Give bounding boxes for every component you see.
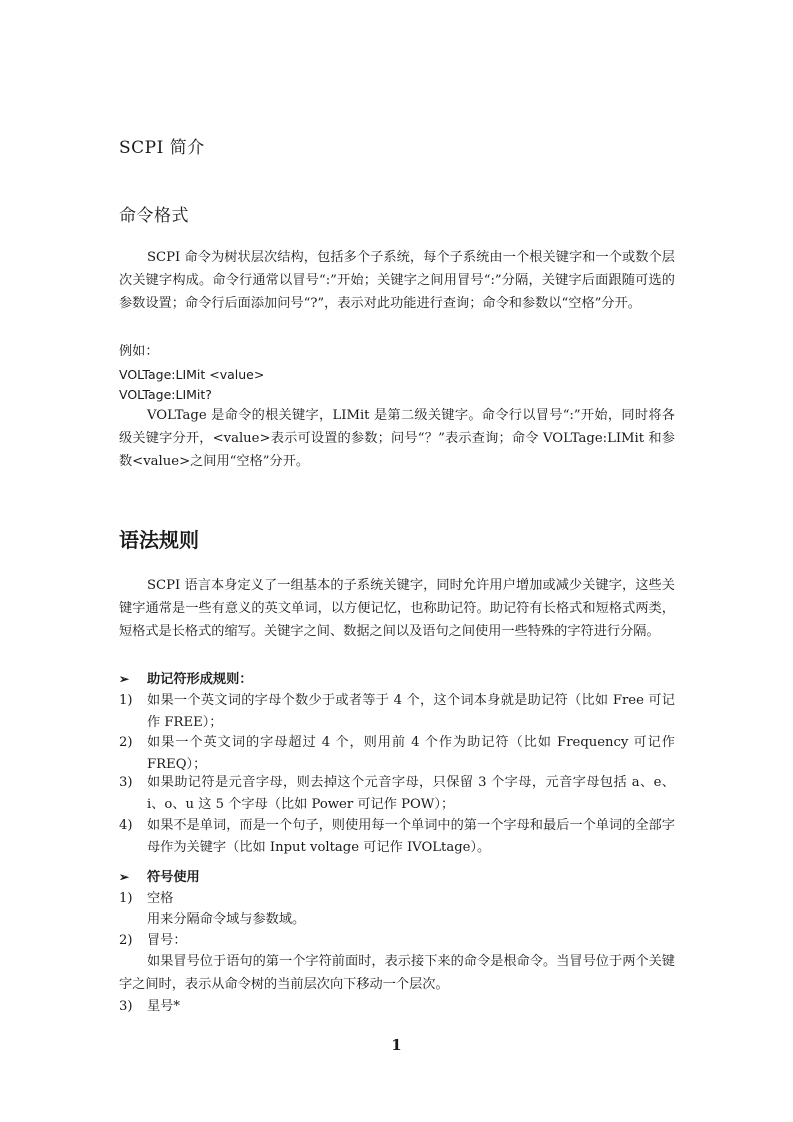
list-item bbox=[119, 930, 675, 952]
list-item-number: 4) bbox=[119, 818, 133, 833]
page-number: 1 bbox=[391, 1036, 402, 1054]
symbols-title: 符号使用 bbox=[147, 870, 200, 885]
list-item-number: 2) bbox=[119, 933, 133, 948]
list-item bbox=[119, 888, 675, 910]
list-item-text: 如果不是单词，而是一个句子，则使用每一个单词中的第一个字母和最后一个单词的全部字母作为关键字（比如 Input voltage 可记作 IVOLtage）。 bbox=[147, 818, 675, 855]
example-label: 例如： bbox=[119, 344, 159, 359]
list-item-text: 如果一个英文词的字母个数少于或者等于 4 个，这个词本身就是助记符（比如 Free 可记作 FREE）； bbox=[147, 693, 675, 730]
list-item-text: 如果助记符是元音字母，则去掉这个元音字母，只保留 3 个字母，元音字母包括 a、e、i、o、u 这 5 个字母（比如 Power 可记作 POW）； bbox=[147, 775, 675, 812]
list-item-text: 空格 bbox=[147, 891, 174, 906]
space-description: 用来分隔命令域与参数域。 bbox=[147, 912, 306, 927]
list-item-number: 1) bbox=[119, 693, 133, 708]
list-item-number: 3) bbox=[119, 775, 133, 790]
list-item bbox=[119, 690, 675, 733]
list-item bbox=[119, 772, 675, 815]
command-format-paragraph: SCPI 命令为树状层次结构，包括多个子系统，每个子系统由一个根关键字和一个或数个层次关键字构成。命令行通常以冒号“:”开始；关键字之间用冒号“:”分隔，关键字后面跟随可选的参数设置；命令行后面添加问号“?”，表示对此功能进行查询；命令和参数以“空格”分开。 bbox=[119, 250, 675, 311]
list-item bbox=[119, 996, 675, 1018]
list-item bbox=[119, 815, 675, 858]
list-item-text: 星号* bbox=[147, 999, 180, 1014]
grammar-paragraph: SCPI 语言本身定义了一组基本的子系统关键字，同时允许用户增加或减少关键字，这些关键字通常是一些有意义的英文单词，以方便记忆，也称助记符。助记符有长格式和短格式两类，短格式是长格式的缩写。关键字之间、数据之间以及语句之间使用一些特殊的字符进行分隔。 bbox=[119, 578, 675, 639]
arrow-bullet-icon: ➢ bbox=[119, 672, 130, 686]
list-item-number: 2) bbox=[119, 735, 133, 750]
example-explanation: VOLTage 是命令的根关键字，LIMit 是第二级关键字。命令行以冒号“:”开始，同时将各级关键字分开，<value>表示可设置的参数；问号“？”表示查询；命令 VOLTage:LIMit 和参数<value>之间用“空格”分开。 bbox=[119, 408, 675, 469]
section-heading-command-format: 命令格式 bbox=[119, 206, 189, 226]
list-item-number: 1) bbox=[119, 891, 133, 906]
list-item bbox=[119, 732, 675, 775]
mnemonic-rules-heading bbox=[119, 669, 253, 690]
mnemonic-rules-title: 助记符形成规则： bbox=[147, 672, 253, 687]
list-item-text: 如果一个英文词的字母超过 4 个，则用前 4 个作为助记符（比如 Frequency 可记作 FREQ）； bbox=[147, 735, 675, 772]
example-command-set: VOLTage:LIMit <value> bbox=[119, 367, 265, 382]
example-command-query: VOLTage:LIMit? bbox=[119, 387, 212, 402]
section-heading-grammar: 语法规则 bbox=[119, 528, 199, 552]
list-item-number: 3) bbox=[119, 999, 133, 1014]
symbols-heading bbox=[119, 867, 200, 888]
list-item-text: 冒号： bbox=[147, 933, 187, 948]
colon-description: 如果冒号位于语句的第一个字符前面时，表示接下来的命令是根命令。当冒号位于两个关键 字之间时，表示从命令树的当前层次向下移动一个层次。 bbox=[119, 954, 675, 992]
page-title: SCPI 简介 bbox=[119, 138, 205, 158]
arrow-bullet-icon: ➢ bbox=[119, 870, 130, 884]
